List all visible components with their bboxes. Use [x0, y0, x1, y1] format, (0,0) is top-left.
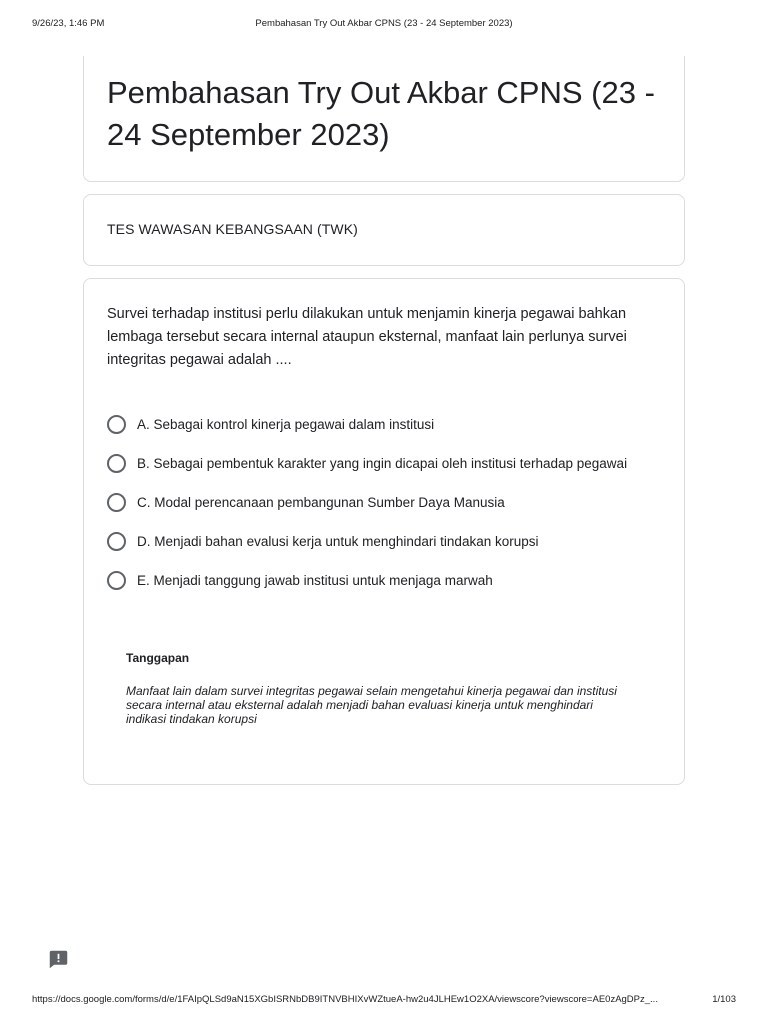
feedback-text: Manfaat lain dalam survei integritas pegawai selain mengetahui kinerja pegawai dan institusi secara internal atau eksternal adalah menjadi bahan evaluasi kinerja untuk menghindari indikasi tindakan korupsi: [126, 684, 617, 726]
form-title: Pembahasan Try Out Akbar CPNS (23 - 24 September 2023): [107, 75, 655, 152]
print-header: [0, 18, 768, 32]
report-problem-icon[interactable]: [48, 949, 69, 970]
print-datetime: 9/26/23, 1:46 PM: [32, 18, 105, 29]
option-a[interactable]: [107, 405, 667, 444]
section-title: TES WAWASAN KEBANGSAAN (TWK): [107, 221, 358, 237]
option-label: A. Sebagai kontrol kinerja pegawai dalam institusi: [137, 417, 435, 432]
option-e[interactable]: [107, 561, 667, 600]
option-label: D. Menjadi bahan evalusi kerja untuk menghindari tindakan korupsi: [137, 534, 539, 549]
feedback-label: Tanggapan: [126, 651, 190, 665]
radio-button-icon[interactable]: [107, 532, 126, 551]
option-c[interactable]: [107, 483, 667, 522]
print-page-title: Pembahasan Try Out Akbar CPNS (23 - 24 September 2023): [255, 18, 513, 29]
option-label: C. Modal perencanaan pembangunan Sumber Daya Manusia: [137, 495, 505, 510]
question-text: Survei terhadap institusi perlu dilakukan untuk menjamin kinerja pegawai bahkan lembaga tersebut secara internal ataupun eksternal, manfaat lain perlunya survei integritas pegawai adalah ....: [107, 306, 627, 368]
print-footer: [0, 994, 768, 1008]
question-card: [83, 278, 685, 785]
answer-options: [107, 405, 667, 600]
report-problem-icon-svg: [48, 949, 69, 970]
radio-button-icon[interactable]: [107, 571, 126, 590]
form-title-card: [83, 56, 685, 182]
option-label: E. Menjadi tanggung jawab institusi untuk menjaga marwah: [137, 573, 493, 588]
option-b[interactable]: [107, 444, 667, 483]
print-page-number: 1/103: [712, 994, 736, 1005]
radio-button-icon[interactable]: [107, 454, 126, 473]
option-label: B. Sebagai pembentuk karakter yang ingin dicapai oleh institusi terhadap pegawai: [137, 456, 628, 471]
option-d[interactable]: [107, 522, 667, 561]
radio-button-icon[interactable]: [107, 415, 126, 434]
radio-button-icon[interactable]: [107, 493, 126, 512]
section-header-card: [83, 194, 685, 266]
print-url: https://docs.google.com/forms/d/e/1FAIpQLSd9aN15XGbISRNbDB9ITNVBHIXvWZtueA-hw2u4JLHEw1O2XA/viewscore?viewscore=AE0zAgDPz_...: [32, 994, 658, 1005]
